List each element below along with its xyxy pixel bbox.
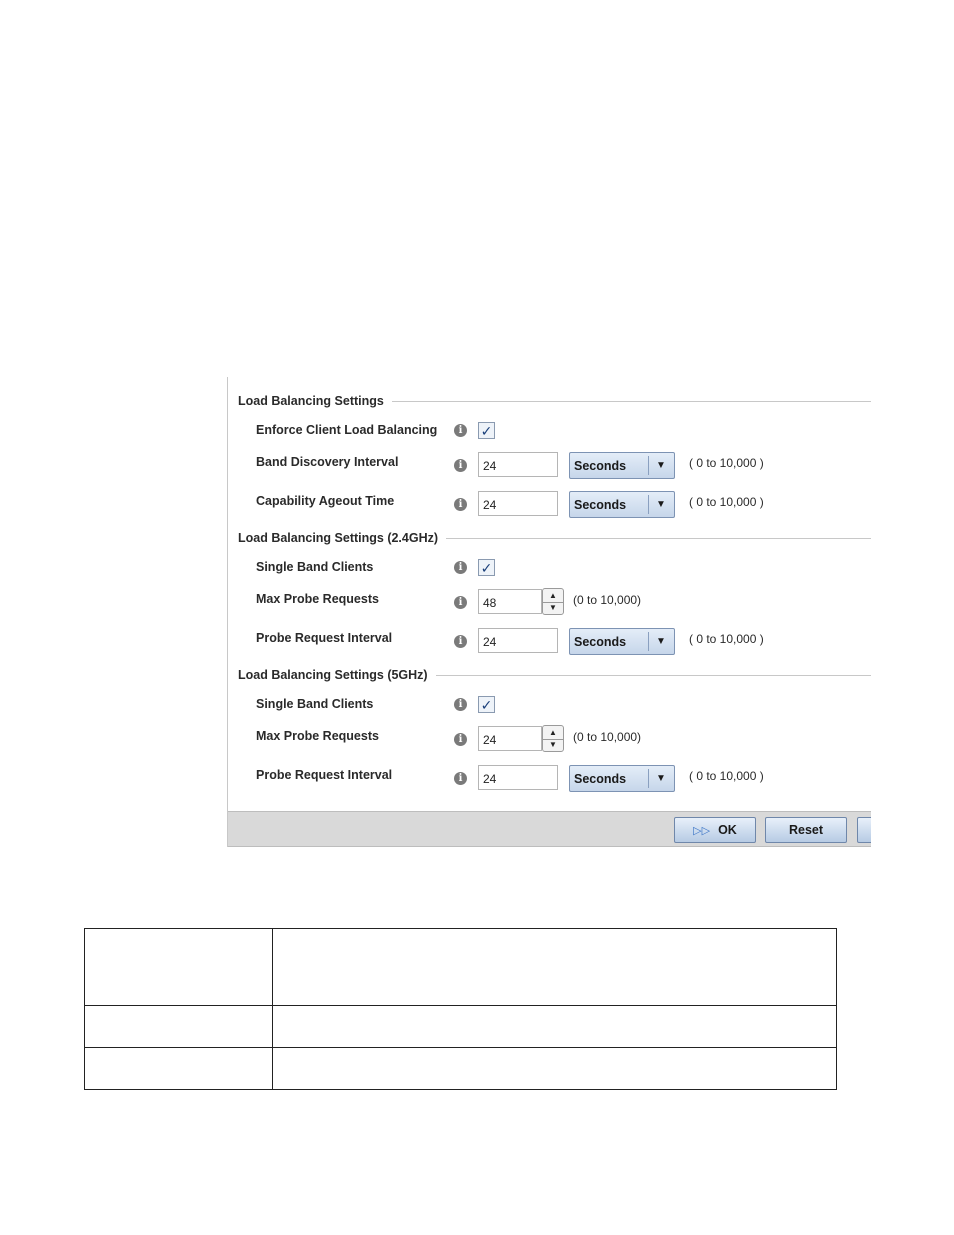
reset-button[interactable]	[765, 817, 847, 843]
capability-ageout-time-label: Capability Ageout Time	[256, 494, 395, 508]
section-header-2-4ghz	[238, 530, 871, 546]
info-icon[interactable]: i	[454, 698, 467, 711]
max-probe-requests-5ghz-label: Max Probe Requests	[256, 729, 379, 743]
probe-request-interval-5ghz-unit-select[interactable]	[569, 765, 675, 792]
description-table	[84, 928, 837, 1090]
table-cell	[273, 1006, 837, 1048]
section-title: Load Balancing Settings (5GHz)	[238, 668, 428, 682]
select-separator	[648, 495, 649, 514]
capability-ageout-time-range: ( 0 to 10,000 )	[689, 495, 764, 509]
select-value: Seconds	[574, 635, 627, 649]
band-discovery-interval-unit-select[interactable]	[569, 452, 675, 479]
stepper-up-icon[interactable]: ▲	[543, 726, 563, 740]
chevron-down-icon: ▼	[656, 773, 666, 784]
table-row	[85, 929, 837, 1006]
stepper-up-icon[interactable]: ▲	[543, 589, 563, 603]
load-balancing-panel	[227, 377, 871, 847]
checkmark-icon: ✓	[480, 559, 493, 576]
table-cell	[85, 929, 273, 1006]
section-header-load-balancing	[238, 393, 871, 409]
probe-request-interval-2-4ghz-range: ( 0 to 10,000 )	[689, 632, 764, 646]
probe-request-interval-2-4ghz-label: Probe Request Interval	[256, 631, 393, 645]
ok-button-label: OK	[718, 823, 737, 837]
checkmark-icon: ✓	[480, 422, 493, 439]
max-probe-requests-2-4ghz-stepper[interactable]	[542, 588, 564, 615]
enforce-client-load-balancing-label: Enforce Client Load Balancing	[256, 423, 438, 437]
select-value: Seconds	[574, 459, 627, 473]
section-title: Load Balancing Settings (2.4GHz)	[238, 531, 439, 545]
select-separator	[648, 456, 649, 475]
probe-request-interval-5ghz-input[interactable]: 24	[478, 765, 558, 790]
info-icon[interactable]: i	[454, 733, 467, 746]
section-header-5ghz	[238, 667, 871, 683]
info-icon[interactable]: i	[454, 772, 467, 785]
probe-request-interval-5ghz-range: ( 0 to 10,000 )	[689, 769, 764, 783]
double-arrow-icon: ▷▷	[693, 824, 711, 837]
enforce-client-load-balancing-checkbox[interactable]	[478, 422, 495, 439]
capability-ageout-time-input[interactable]: 24	[478, 491, 558, 516]
probe-request-interval-2-4ghz-unit-select[interactable]	[569, 628, 675, 655]
table-row	[85, 1048, 837, 1090]
max-probe-requests-5ghz-input[interactable]: 24	[478, 726, 542, 751]
select-separator	[648, 632, 649, 651]
stepper-down-icon[interactable]: ▼	[549, 740, 557, 750]
band-discovery-interval-range: ( 0 to 10,000 )	[689, 456, 764, 470]
max-probe-requests-5ghz-stepper[interactable]	[542, 725, 564, 752]
table-cell	[85, 1048, 273, 1090]
info-icon[interactable]: i	[454, 561, 467, 574]
single-band-clients-5ghz-checkbox[interactable]	[478, 696, 495, 713]
section-divider	[436, 675, 871, 676]
ok-button[interactable]	[674, 817, 756, 843]
footer-bar	[228, 811, 871, 847]
single-band-clients-2-4ghz-checkbox[interactable]	[478, 559, 495, 576]
band-discovery-interval-label: Band Discovery Interval	[256, 455, 399, 469]
section-title: Load Balancing Settings	[238, 394, 384, 408]
single-band-clients-5ghz-label: Single Band Clients	[256, 697, 374, 711]
probe-request-interval-5ghz-label: Probe Request Interval	[256, 768, 393, 782]
max-probe-requests-2-4ghz-input[interactable]: 48	[478, 589, 542, 614]
section-divider	[392, 401, 871, 402]
band-discovery-interval-input[interactable]: 24	[478, 452, 558, 477]
max-probe-requests-2-4ghz-label: Max Probe Requests	[256, 592, 379, 606]
stepper-down-icon[interactable]: ▼	[549, 603, 557, 613]
info-icon[interactable]: i	[454, 596, 467, 609]
select-value: Seconds	[574, 772, 627, 786]
checkmark-icon: ✓	[480, 696, 493, 713]
chevron-down-icon: ▼	[656, 460, 666, 471]
max-probe-requests-2-4ghz-range: (0 to 10,000)	[573, 593, 642, 607]
table-cell	[273, 1048, 837, 1090]
info-icon[interactable]: i	[454, 498, 467, 511]
capability-ageout-time-unit-select[interactable]	[569, 491, 675, 518]
info-icon[interactable]: i	[454, 635, 467, 648]
section-divider	[446, 538, 871, 539]
select-value: Seconds	[574, 498, 627, 512]
probe-request-interval-2-4ghz-input[interactable]: 24	[478, 628, 558, 653]
select-separator	[648, 769, 649, 788]
chevron-down-icon: ▼	[656, 499, 666, 510]
table-cell	[273, 929, 837, 1006]
reset-button-label: Reset	[788, 823, 824, 837]
table-cell	[85, 1006, 273, 1048]
max-probe-requests-5ghz-range: (0 to 10,000)	[573, 730, 642, 744]
info-icon[interactable]: i	[454, 424, 467, 437]
info-icon[interactable]: i	[454, 459, 467, 472]
chevron-down-icon: ▼	[656, 636, 666, 647]
table-row	[85, 1006, 837, 1048]
exit-button[interactable]	[857, 817, 871, 843]
single-band-clients-2-4ghz-label: Single Band Clients	[256, 560, 374, 574]
